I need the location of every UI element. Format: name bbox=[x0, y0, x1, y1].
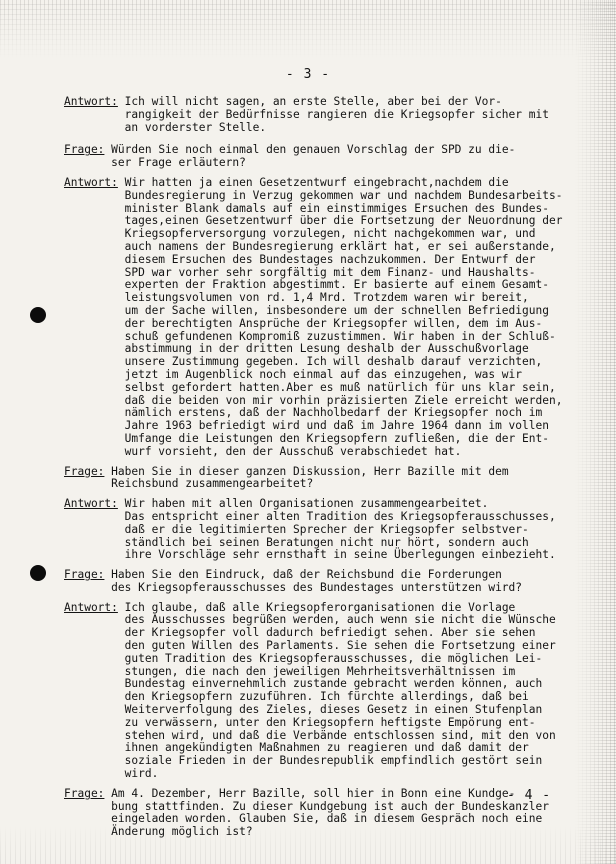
punch-hole-lower bbox=[30, 565, 46, 581]
line-text: wird. bbox=[124, 767, 159, 781]
line-text: tages,einen Gesetzentwurf über die Fortsetzung der Neuordnung der bbox=[124, 214, 563, 228]
line-text: bung stattfinden. Zu dieser Kundgebung ist auch der Bundeskanzler bbox=[111, 799, 549, 813]
line-text: der berechtigten Ansprüche der Kriegsopfer willen, dem im Aus- bbox=[124, 316, 543, 330]
line-text: ihre Vorschläge sehr ernsthaft in seine Überlegungen einbezieht. bbox=[124, 548, 556, 562]
line-text: daß die beiden von mir vorhin präzisierten Ziele erreicht werden, bbox=[124, 393, 563, 407]
line-text: jetzt im Augenblick noch einmal auf das einzugehen, was wir bbox=[124, 367, 523, 381]
question-label: Frage: bbox=[64, 143, 105, 157]
question-label: Frage: bbox=[64, 464, 105, 478]
text-line bbox=[64, 582, 584, 595]
question-block bbox=[64, 144, 584, 170]
line-text: Kriegsopferversorgung vorzulegen, nicht nachgekommen war, und bbox=[124, 227, 536, 241]
text-line bbox=[64, 122, 584, 135]
line-text: Bundestag einvernehmlich zustande gebracht werden können, auch bbox=[124, 677, 543, 691]
answer-label: Antwort: bbox=[64, 497, 118, 511]
line-text: des Kriegsopferausschusses des Bundestages unterstützen wird? bbox=[111, 580, 523, 594]
line-text: Haben Sie in dieser ganzen Diskussion, Herr Bazille mit dem bbox=[111, 464, 509, 478]
line-text: Das entspricht einer alten Tradition des Kriegsopferausschusses, bbox=[124, 509, 556, 523]
text-line bbox=[64, 478, 584, 491]
text-line bbox=[64, 549, 584, 562]
text-line bbox=[64, 446, 584, 459]
question-block bbox=[64, 466, 584, 492]
line-text: unsere Zustimmung gegeben. Ich will deshalb darauf verzichten, bbox=[124, 355, 543, 369]
line-text: Ich will nicht sagen, an erste Stelle, aber bei der Vor- bbox=[124, 95, 502, 108]
text-line bbox=[64, 826, 584, 839]
answer-block bbox=[64, 602, 584, 781]
answer-block bbox=[64, 96, 584, 134]
answer-block bbox=[64, 498, 584, 562]
line-text: selbst gefordert hatten.Aber es muß natürlich für uns klar sein, bbox=[124, 380, 556, 394]
line-text: rangigkeit der Bedürfnisse rangieren die Kriegsopfer sicher mit bbox=[124, 107, 549, 121]
line-text: eingeladen worden. Glauben Sie, daß in diesem Gespräch noch eine bbox=[111, 812, 543, 826]
question-label: Frage: bbox=[64, 786, 105, 800]
line-text: experten der Fraktion abgestimmt. Er basierte auf einem Gesamt- bbox=[124, 278, 549, 292]
line-text: guten Tradition des Kriegsopferausschusses, die möglichen Lei- bbox=[124, 651, 543, 665]
line-text: Weiterverfolgung des Zieles, dieses Gesetz in einen Stufenplan bbox=[124, 703, 543, 717]
question-block bbox=[64, 788, 584, 839]
line-text: SPD war vorher sehr sorgfältig mit dem Finanz- und Haushalts- bbox=[124, 265, 536, 279]
line-text: diesem Ersuchen des Bundestages nachzukommen. Der Entwurf der bbox=[124, 252, 536, 266]
line-text: Wir haben mit allen Organisationen zusammengearbeitet. bbox=[124, 497, 489, 511]
line-text: der Kriegsopfer voll dadurch befriedigt sehen. Aber sie sehen bbox=[124, 626, 536, 640]
line-text: um der Sache willen, insbesondere um der schnellen Befriedigung bbox=[124, 303, 549, 317]
line-text: ihnen angekündigten Maßnahmen zu reagieren und daß damit der bbox=[124, 741, 529, 755]
line-text: zu verwässern, unter den Kriegsopfern heftigste Empörung ent- bbox=[124, 715, 536, 729]
line-text: leistungsvolumen von rd. 1,4 Mrd. Trotzdem waren wir bereit, bbox=[124, 291, 529, 305]
next-page-number: - 4 - bbox=[507, 788, 552, 803]
answer-label: Antwort: bbox=[64, 95, 118, 108]
line-text: des Ausschusses begrüßen werden, auch wenn sie nicht die Wünsche bbox=[124, 613, 556, 627]
page-number: - 3 - bbox=[285, 67, 331, 82]
line-text: Ich glaube, daß alle Kriegsopferorganisationen die Vorlage bbox=[124, 600, 516, 614]
line-text: soziale Frieden in der Bundesrepublik empfindlich gestört sein bbox=[124, 754, 543, 768]
question-label: Frage: bbox=[64, 568, 105, 582]
line-text: Am 4. Dezember, Herr Bazille, soll hier in Bonn eine Kundge- bbox=[111, 786, 516, 800]
line-text: stehen wird, und daß die Verbände entschlossen sind, mit den von bbox=[124, 728, 556, 742]
answer-label: Antwort: bbox=[64, 175, 118, 189]
line-text: Würden Sie noch einmal den genauen Vorschlag der SPD zu die- bbox=[111, 143, 516, 157]
text-line bbox=[64, 157, 584, 170]
line-text: Änderung möglich ist? bbox=[111, 825, 253, 839]
punch-hole-upper bbox=[30, 307, 46, 323]
line-text: ständlich bei seinen Beratungen nicht nur hört, sondern auch bbox=[124, 535, 529, 549]
line-text: minister Blank damals auf ein einstimmiges Ersuchen des Bundes- bbox=[124, 201, 549, 215]
line-text: abstimmung in der dritten Lesung deshalb der Ausschußvorlage bbox=[124, 342, 529, 356]
line-text: auch namens der Bundesregierung erklärt hat, er sei außerstande, bbox=[124, 239, 556, 253]
line-text: an vorderster Stelle. bbox=[124, 120, 267, 134]
line-text: schuß gefundenen Kompromiß zuzustimmen. Wir haben in der Schluß- bbox=[124, 329, 556, 343]
line-text: Umfange die Leistungen den Kriegsopfern zufließen, die der Ent- bbox=[124, 431, 549, 445]
interview-transcript bbox=[64, 96, 584, 846]
text-line bbox=[64, 768, 584, 781]
line-text: Reichsbund zusammengearbeitet? bbox=[111, 477, 314, 491]
answer-label: Antwort: bbox=[64, 600, 118, 614]
line-text: Haben Sie den Eindruck, daß der Reichsbund die Forderungen bbox=[111, 568, 502, 582]
line-text: den Kriegsopfern zuzuführen. Ich fürchte allerdings, daß bei bbox=[124, 690, 529, 704]
line-text: wurf vorsieht, den der Ausschuß verabschiedet hat. bbox=[124, 444, 462, 458]
line-text: ser Frage erläutern? bbox=[111, 156, 246, 170]
line-text: daß er die legitimierten Sprecher der Kriegsopfer selbstver- bbox=[124, 522, 529, 536]
answer-block bbox=[64, 177, 584, 459]
question-block bbox=[64, 569, 584, 595]
line-text: den guten Willen des Parlaments. Sie sehen die Fortsetzung einer bbox=[124, 639, 556, 653]
line-text: nämlich erstens, daß der Nachholbedarf der Kriegsopfer noch im bbox=[124, 406, 543, 420]
scan-noise-top bbox=[0, 0, 616, 60]
line-text: Wir hatten ja einen Gesetzentwurf eingebracht,nachdem die bbox=[124, 175, 509, 189]
line-text: stungen, die nach den jeweiligen Mehrheitsverhältnissen im bbox=[124, 664, 516, 678]
line-text: Bundesregierung in Verzug gekommen war und nachdem Bundesarbeits- bbox=[124, 188, 563, 202]
line-text: Jahre 1963 befriedigt wird und daß im Jahre 1964 dann im vollen bbox=[124, 419, 549, 433]
